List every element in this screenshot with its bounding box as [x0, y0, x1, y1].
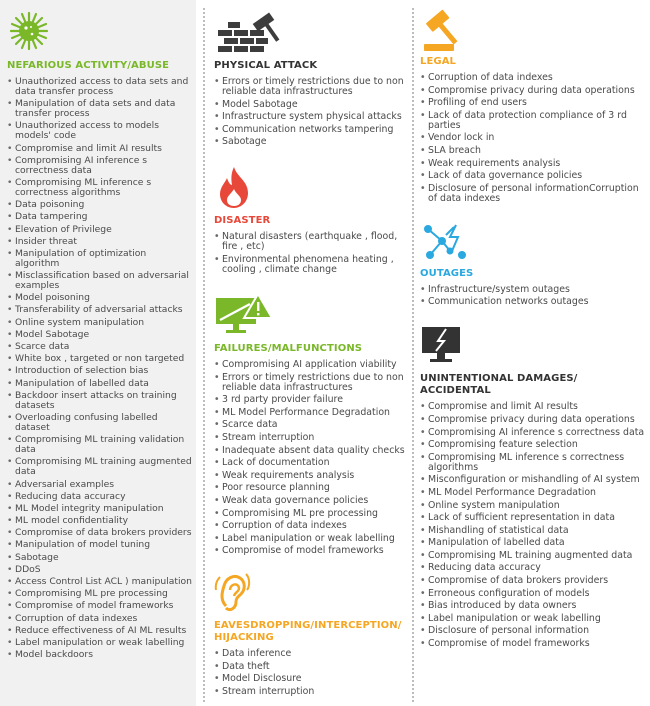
network-outage-icon [420, 218, 470, 266]
list-item: • Inadequate absent data quality checks [214, 446, 408, 456]
list-item: • Compromising ML training validation data [7, 435, 192, 455]
list-item: • SLA breach [420, 146, 650, 156]
list-item: • Infrastructure system physical attacks [214, 112, 408, 122]
list-item: • Unauthorized access to models models' code [7, 121, 192, 141]
list-item: • ML Model integrity manipulation [7, 504, 192, 514]
list-item: • Environmental phenomena heating , cooling , climate change [214, 255, 408, 275]
column-divider [412, 8, 414, 702]
list-item: • Data tampering [7, 212, 192, 222]
broken-monitor-icon [420, 321, 464, 369]
list-item: • Compromising ML inference s correctness algorithms [420, 453, 650, 473]
hammer-wall-icon [214, 6, 284, 54]
list-item: • Weak requirements analysis [214, 471, 408, 481]
list-item: • Scarce data [214, 420, 408, 430]
list-item: • Vendor lock in [420, 133, 650, 143]
column-divider [203, 8, 205, 702]
list-item: • Stream interruption [214, 433, 408, 443]
list-item: • Compromising ML pre processing [7, 589, 192, 599]
list-item: • Compromise and limit AI results [7, 144, 192, 154]
list-item: • Reduce effectiveness of AI ML results [7, 626, 192, 636]
list-item: • Manipulation of labelled data [7, 379, 192, 389]
threat-list [214, 232, 408, 275]
list-item: • Reducing data accuracy [7, 492, 192, 502]
list-item: • Corruption of data indexes [7, 614, 192, 624]
section-title: PHYSICAL ATTACK [214, 60, 318, 71]
list-item: • Misclassification based on adversarial examples [7, 271, 192, 291]
monitor-warning-icon [214, 289, 274, 337]
section-failures [214, 289, 408, 556]
list-item: • Corruption of data indexes [214, 521, 408, 531]
section-legal [420, 4, 650, 204]
list-item: • Weak data governance policies [214, 496, 408, 506]
list-item: • Mishandling of statistical data [420, 526, 650, 536]
list-item: • Disclosure of personal information [420, 626, 650, 636]
threat-list [7, 77, 192, 660]
list-item: • Compromise of model frameworks [420, 639, 650, 649]
list-item: • Erroneous configuration of models [420, 589, 650, 599]
threat-list [420, 402, 650, 649]
list-item: • Compromising ML training augmented data [420, 551, 650, 561]
list-item: • Compromising AI application viability [214, 360, 408, 370]
list-item: • ML Model Performance Degradation [420, 488, 650, 498]
list-item: • 3 rd party provider failure [214, 395, 408, 405]
list-item: • Compromise privacy during data operations [420, 86, 650, 96]
list-item: • Weak requirements analysis [420, 159, 650, 169]
list-item: • Compromise of model frameworks [214, 546, 408, 556]
list-item: • Compromising AI inference s correctness data [420, 428, 650, 438]
list-item: • Infrastructure/system outages [420, 285, 650, 295]
section-nefarious [7, 6, 192, 660]
list-item: • Insider threat [7, 237, 192, 247]
list-item: • Manipulation of labelled data [420, 538, 650, 548]
list-item: • Compromise of data brokers providers [7, 528, 192, 538]
list-item: • Label manipulation or weak labelling [214, 534, 408, 544]
list-item: • Lack of data protection compliance of 3 rd parties [420, 111, 650, 131]
list-item: • Manipulation of data sets and data transfer process [7, 99, 192, 119]
list-item: • Scarce data [7, 342, 192, 352]
section-disaster [214, 163, 408, 275]
list-item: • Access Control List ACL ) manipulation [7, 577, 192, 587]
threat-list [420, 73, 650, 204]
section-title: DISASTER [214, 215, 271, 227]
list-item: • Online system manipulation [7, 318, 192, 328]
list-item: • Online system manipulation [420, 501, 650, 511]
list-item: • Natural disasters (earthquake , flood, fire , etc) [214, 232, 408, 252]
list-item: • Manipulation of model tuning [7, 540, 192, 550]
list-item: • Compromising feature selection [420, 440, 650, 450]
section-eavesdropping [214, 568, 408, 697]
section-title: UNINTENTIONAL DAMAGES/ ACCIDENTAL [420, 373, 578, 397]
list-item: • Backdoor insert attacks on training datasets [7, 391, 192, 411]
list-item: • Stream interruption [214, 687, 408, 697]
section-title: LEGAL [420, 56, 457, 67]
list-item: • Elevation of Privilege [7, 225, 192, 235]
section-title: FAILURES/MALFUNCTIONS [214, 342, 363, 354]
list-item: • Adversarial examples [7, 480, 192, 490]
list-item: • Reducing data accuracy [420, 563, 650, 573]
column-middle [208, 0, 408, 706]
list-item: • Sabotage [7, 553, 192, 563]
list-item: • Data theft [214, 662, 408, 672]
list-item: • Compromising ML training augmented data [7, 457, 192, 477]
list-item: • Overloading confusing labelled dataset [7, 413, 192, 433]
list-item: • DDoS [7, 565, 192, 575]
list-item: • Compromise privacy during data operations [420, 415, 650, 425]
section-title: NEFARIOUS ACTIVITY/ABUSE [7, 60, 170, 71]
list-item: • Model Sabotage [214, 100, 408, 110]
column-nefarious [0, 0, 196, 706]
list-item: • ML Model Performance Degradation [214, 408, 408, 418]
list-item: • Compromise and limit AI results [420, 402, 650, 412]
list-item: • Poor resource planning [214, 483, 408, 493]
virus-icon [7, 6, 51, 54]
list-item: • Manipulation of optimization algorithm [7, 249, 192, 269]
list-item: • Compromising ML pre processing [214, 509, 408, 519]
list-item: • Model Disclosure [214, 674, 408, 684]
list-item: • Communication networks tampering [214, 125, 408, 135]
list-item: • Model poisoning [7, 293, 192, 303]
section-unintentional [420, 321, 650, 649]
list-item: • Compromise of data brokers providers [420, 576, 650, 586]
list-item: • White box , targeted or non targeted [7, 354, 192, 364]
section-physical-attack [214, 6, 408, 147]
list-item: • Errors or timely restrictions due to non reliable data infrastructures [214, 373, 408, 393]
list-item: • Disclosure of personal informationCorruption of data indexes [420, 184, 650, 204]
threat-list [214, 649, 408, 697]
list-item: • Transferability of adversarial attacks [7, 305, 192, 315]
list-item: • Unauthorized access to data sets and data transfer process [7, 77, 192, 97]
list-item: • Label manipulation or weak labelling [7, 638, 192, 648]
list-item: • Corruption of data indexes [420, 73, 650, 83]
section-title: EAVESDROPPING/INTERCEPTION/ HIJACKING [214, 620, 402, 644]
threat-list [214, 360, 408, 556]
list-item: • Introduction of selection bias [7, 366, 192, 376]
column-right [420, 0, 650, 706]
section-outages [420, 218, 650, 308]
fire-icon [214, 163, 254, 211]
list-item: • Model backdoors [7, 650, 192, 660]
list-item: • Bias introduced by data owners [420, 601, 650, 611]
list-item: • Communication networks outages [420, 297, 650, 307]
list-item: • Lack of data governance policies [420, 171, 650, 181]
list-item: • Model Sabotage [7, 330, 192, 340]
list-item: • Compromise of model frameworks [7, 601, 192, 611]
section-title: OUTAGES [420, 267, 474, 279]
list-item: • Label manipulation or weak labelling [420, 614, 650, 624]
list-item: • Lack of sufficient representation in data [420, 513, 650, 523]
list-item: • Profiling of end users [420, 98, 650, 108]
threat-list [214, 77, 408, 147]
list-item: • Sabotage [214, 137, 408, 147]
list-item: • Misconfiguration or mishandling of AI system [420, 475, 650, 485]
list-item: • Data inference [214, 649, 408, 659]
list-item: • Data poisoning [7, 200, 192, 210]
list-item: • ML model confidentiality [7, 516, 192, 526]
list-item: • Compromising AI inference s correctness data [7, 156, 192, 176]
ear-icon [214, 568, 254, 616]
gavel-icon [420, 4, 470, 52]
list-item: • Compromising ML inference s correctness algorithms [7, 178, 192, 198]
threat-list [420, 285, 650, 308]
list-item: • Lack of documentation [214, 458, 408, 468]
list-item: • Errors or timely restrictions due to non reliable data infrastructures [214, 77, 408, 97]
